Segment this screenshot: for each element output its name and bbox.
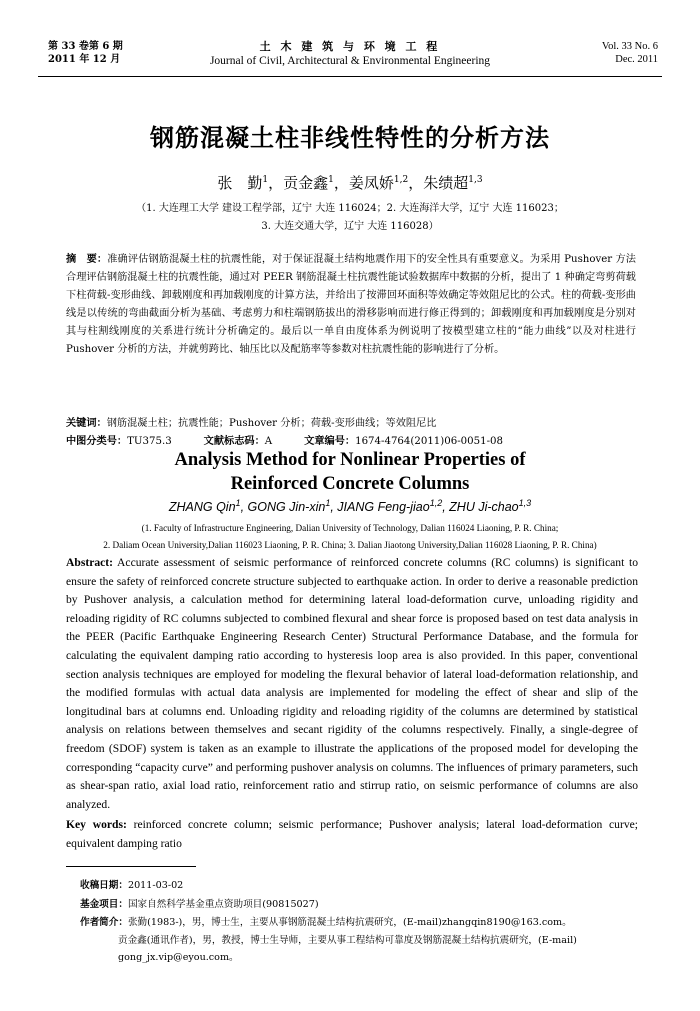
received-value: 2011-03-02 xyxy=(127,880,184,891)
author-cn: 张 勤 xyxy=(217,174,263,192)
affiliations-en xyxy=(20,520,680,554)
title-en xyxy=(0,448,700,496)
author-cn: 姜凤娇 xyxy=(348,174,394,192)
keywords-cn-label: 关键词： xyxy=(66,418,107,429)
author-sup: 1,2 xyxy=(393,175,409,185)
author-cn: 贡金鑫 xyxy=(283,174,329,192)
author-en: ZHU Ji-chao xyxy=(449,500,519,515)
authors-en: ZHANG Qin$^1$, GONG Jin-xin$^1$, JIANG Feng-jiao$^{1,2}$, ZHU Ji-chao$^{1,3}$ xyxy=(168,498,532,515)
author-en: ZHANG Qin xyxy=(168,500,236,515)
keywords-en-text: reinforced concrete column; seismic performance; Pushover analysis; lateral load-deformation curve; equivalent damping ratio xyxy=(66,818,639,850)
author-sup: 1,2 xyxy=(429,498,443,508)
author-bio-label: 作者简介： xyxy=(80,917,128,928)
keywords-cn-text: 钢筋混凝土柱；抗震性能；Pushover 分析；荷载-变形曲线；等效阻尼比 xyxy=(106,418,437,429)
author-sup: 1,3 xyxy=(518,498,532,508)
running-header xyxy=(38,40,662,77)
article-no-label: 文章编号： xyxy=(304,436,356,447)
author-sup: 1 xyxy=(262,175,269,185)
header-issue-en xyxy=(602,40,658,66)
footnote-fund xyxy=(80,897,640,912)
author-sup: 1 xyxy=(325,498,331,508)
footnote-author-bio xyxy=(80,915,640,930)
abstract-en-label: Abstract: xyxy=(66,556,114,569)
author-en: GONG Jin-xin xyxy=(247,500,326,515)
header-journal xyxy=(38,40,662,68)
affiliation-en-line: (1. Faculty of Infrastructure Engineering, Dalian University of Technology, Dalian 116024 Liaoning, P. R. China; xyxy=(141,523,559,533)
title-cn: 钢筋混凝土柱非线性特性的分析方法 xyxy=(150,124,550,152)
keywords-en xyxy=(66,816,638,853)
affiliation-en-line: 2. Daliam Ocean University,Dalian 116023 Liaoning, P. R. China; 3. Dalian Jiaotong University,Dalian 116028 Liaoning, P. R. China) xyxy=(103,540,597,550)
footnote-divider xyxy=(66,866,196,867)
doc-code-value: A xyxy=(264,436,273,447)
affiliations-cn xyxy=(60,200,640,236)
clc-value: TU375.3 xyxy=(127,436,172,447)
journal-name-en: Journal of Civil, Architectural & Environmental Engineering xyxy=(209,55,491,67)
author-en: JIANG Feng-jiao xyxy=(337,500,430,515)
title-en-line: Analysis Method for Nonlinear Properties of xyxy=(174,450,526,470)
header-volume-cn: 第 33 卷第 6 期 xyxy=(48,41,123,52)
author-sup: 1 xyxy=(235,498,241,508)
header-date-cn: 2011 年 12 月 xyxy=(48,54,121,65)
abstract-en xyxy=(66,554,638,814)
authors-cn: 张 勤$^1$，贡金鑫$^1$，姜凤娇$^{1,2}$，朱绩超$^{1,3}$ xyxy=(217,174,483,192)
header-volume-en: Vol. 33 No. 6 xyxy=(601,41,658,52)
doc-code-label: 文献标志码： xyxy=(203,436,265,447)
clc-label: 中图分类号： xyxy=(66,436,128,447)
affiliation-cn-line: 3. 大连交通大学，辽宁 大连 116028） xyxy=(261,221,439,232)
received-label: 收稿日期： xyxy=(80,880,128,891)
title-en-line: Reinforced Concrete Columns xyxy=(230,474,470,494)
footnote-corresponding-email: gong_jx.vip@eyou.com。 xyxy=(118,952,239,963)
keywords-cn xyxy=(66,415,636,433)
author-bio-value: 张勤(1983-)，男，博士生，主要从事钢筋混凝土结构抗震研究，(E-mail)zhangqin8190@163.com。 xyxy=(127,917,572,928)
article-no-value: 1674-4764(2011)06-0051-08 xyxy=(355,436,504,447)
abstract-cn xyxy=(66,251,636,359)
author-sup: 1,3 xyxy=(468,175,483,185)
footnote-corresponding: 贡金鑫(通讯作者)，男，教授，博士生导师，主要从事工程结构可靠度及钢筋混凝土结构抗震研究，(E-mail) xyxy=(118,935,577,946)
keywords-en-label: Key words: xyxy=(66,818,127,831)
abstract-en-text: Accurate assessment of seismic performance of reinforced concrete columns (RC columns) is significant to ensure the safety of reinforced concrete structure subjected to earthquake action. In order to derive a reasonable prediction by Pushover analysis, a calculation method for determining lateral load-deformation curve, unloading rigidity and reloading rigidity of RC columns subjected to combined flexural and shear force is proposed based on test data analysis in the PEER (Pacific Earthquake Engineering Research Center) Structural Performance Database, and the formula for calculating the equivalent damping ratio according to hysteresis loop area is also provided. In this paper, conventional section analysis techniques are employed for modeling the flexural behavior of lateral load-deformation relationship, and the modified formulas with actual data analysis are implemented for modeling the effect of shear and slip of the longitudinal bars at columns end. Unloading rigidity and reloading rigidity of the columns are determined by statistical analysis on relations between themselves and secant rigidity of the columns respectively. Finally, a single-degree of freedom (SDOF) system is taken as an example to illustrate the applications of the proposed model for developing the corresponding “capacity curve” and performing pushover analysis on columns. The influences of primary parameters, such as shear-span ratio, axial load ratio, reinforcement ratio and stirrup ratio, on seismic performance of columns are also analyzed. xyxy=(66,556,639,811)
fund-value: 国家自然科学基金重点资助项目(90815027) xyxy=(127,899,319,910)
abstract-cn-text: 准确评估钢筋混凝土柱的抗震性能，对于保证混凝土结构地震作用下的安全性具有重要意义。为采用 Pushover 方法合理评估钢筋混凝土柱的抗震性能，通过对 PEER 钢筋混凝土柱抗震性能试验数据库中数据的分析，提出了 1 种确定弯剪荷载下柱荷载-变形曲线、卸载刚度和再加载刚度的计算方法，并给出了按滞回环面积等效确定等效阻尼比的公式。柱的荷载-变形曲线是以传统的弯曲截面分析为基础、考虑剪力和柱端钢筋拔出的滑移影响而进行修正得到的；卸载刚度和再加载刚度是分别对其与柱割线刚度的关系进行统计分析确定的。最后以一单自由度体系为例说明了按模型建立柱的“能力曲线”以及对柱进行 Pushover 分析的方法，并就剪跨比、轴压比以及配筋率等参数对柱抗震性能的影响进行了分析。 xyxy=(66,254,636,355)
fund-label: 基金项目： xyxy=(80,899,128,910)
footnote-received xyxy=(80,878,640,893)
author-cn: 朱绩超 xyxy=(423,174,469,192)
author-sup: 1 xyxy=(328,175,334,185)
journal-name-cn: 土 木 建 筑 与 环 境 工 程 xyxy=(259,40,441,53)
affiliation-cn-line: （1. 大连理工大学 建设工程学部，辽宁 大连 116024；2. 大连海洋大学，辽宁 大连 116023； xyxy=(136,203,564,214)
header-date-en: Dec. 2011 xyxy=(615,54,658,65)
abstract-cn-label: 摘 要： xyxy=(66,254,108,265)
